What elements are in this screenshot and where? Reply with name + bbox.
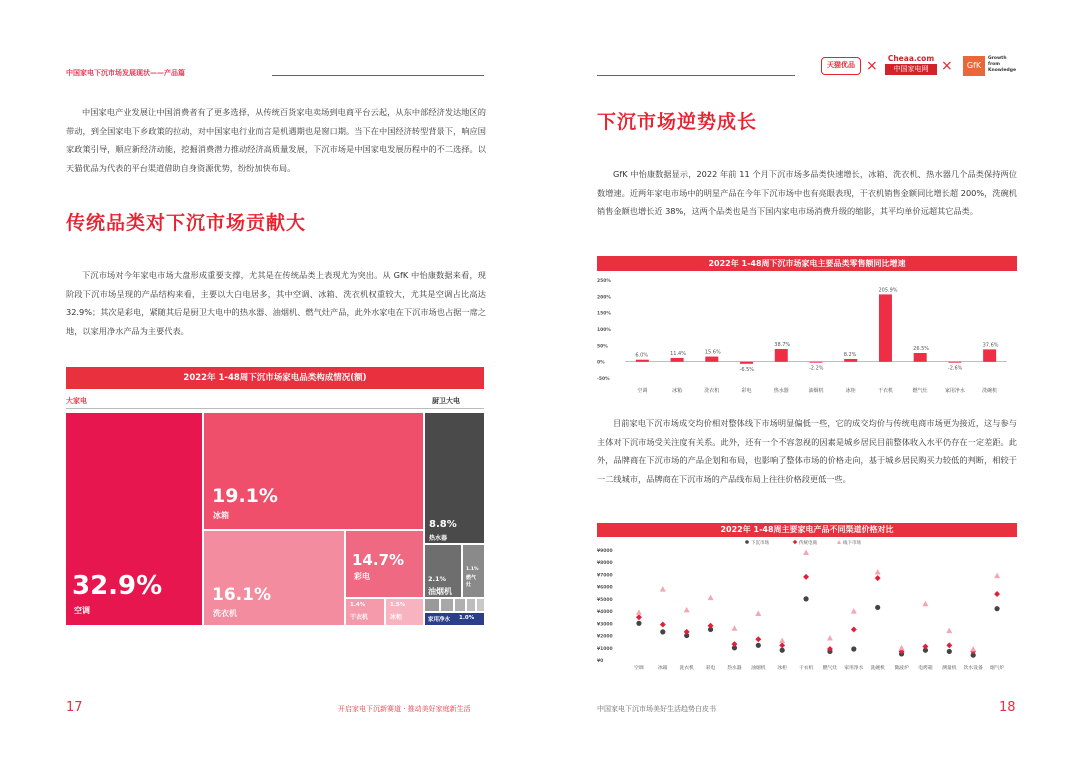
point-1-2 (684, 629, 690, 635)
point-1-7 (803, 574, 809, 580)
bar-4 (775, 349, 788, 362)
bar-value-label: -2.2% (809, 365, 824, 372)
price-category-label: 空调 (634, 666, 644, 671)
bar-value-label: 6.0% (635, 352, 649, 359)
treemap-group-left: 大家电 (66, 397, 87, 405)
point-1-1 (660, 622, 666, 628)
legend-label-1: 传统电商 (799, 541, 817, 546)
bar-7 (879, 294, 892, 361)
section-title-right: 下沉市场逆势成长 (597, 111, 758, 133)
bar-0 (636, 360, 649, 362)
point-1-9 (851, 626, 857, 632)
treemap-name-purifier: 家用净水 (428, 617, 451, 623)
legend-marker-0 (745, 540, 749, 544)
bar-value-label: 11.4% (670, 350, 686, 357)
treemap-name-ac: 空调 (74, 606, 90, 615)
point-1-4 (731, 641, 737, 647)
treemap-cell-fridge (204, 413, 423, 529)
price-ytick-label: ¥3000 (597, 622, 613, 628)
point-0-1 (660, 629, 665, 634)
price-category-label: 洗衣机 (679, 666, 694, 671)
point-2-13 (946, 628, 952, 634)
legend-marker-1 (793, 540, 798, 545)
point-1-10 (875, 575, 881, 581)
treemap-cell-heater (425, 413, 484, 543)
bar-category-label: 冰柜 (845, 388, 856, 394)
point-0-0 (636, 621, 641, 626)
bar-9 (948, 362, 961, 363)
bar-1 (671, 358, 684, 362)
point-2-4 (731, 625, 737, 631)
logo-gfk (963, 56, 985, 76)
treemap-cell-minor-3 (455, 599, 465, 611)
price-ytick-label: ¥1000 (597, 646, 613, 652)
price-category-label: 冰柜 (777, 666, 787, 671)
price-category-label: 干衣机 (798, 666, 814, 671)
legend-label-0: 下沉市场 (751, 541, 769, 546)
point-2-3 (708, 595, 714, 601)
bar-3 (740, 362, 753, 364)
point-2-1 (660, 586, 666, 592)
section-title-left: 传统品类对下沉市场贡献大 (66, 212, 307, 234)
bar-value-label: -6.5% (739, 366, 755, 373)
treemap-name-washer: 洗衣机 (213, 609, 237, 618)
treemap-cell-minor-2 (441, 599, 453, 611)
treemap-pct-heater: 8.8% (429, 519, 457, 530)
footer-text-right: 中国家电下沉市场美好生活趋势白皮书 (597, 705, 716, 713)
treemap-cell-hood (425, 545, 461, 597)
treemap-name-dryer: 干衣机 (350, 614, 369, 621)
treemap-name-hood: 油烟机 (428, 587, 452, 596)
footer-slogan: 开启家电下沉新赛道 · 推动美好家庭新生活 (338, 705, 471, 713)
legend-marker-2 (837, 540, 841, 544)
logo-gfk-tagline: Growth from Knowledge (988, 56, 1017, 73)
point-1-12 (922, 644, 928, 650)
logo-times-2: × (941, 58, 953, 74)
price-category-label: 热水器 (727, 666, 742, 671)
price-category-label: 烟气炉 (989, 666, 1005, 671)
paragraph-right-1: GfK 中怡康数据显示，2022 年前 11 个月下沉市场多品类快速增长，冰箱、洗衣机、热水器几个品类保持两位数增速。近两年家电市场中的明星产品在今年下沉市场中也有亮眼表现，干衣机销售金额同比增长超 200%，洗碗机销售金额也增长近 38%，这两个品类也是当下国内家电市场消费升级的缩影，其平均单价远超其它品类。 (597, 169, 1017, 216)
bar-ytick-label: 50% (597, 344, 608, 350)
point-2-14 (970, 646, 976, 652)
price-ytick-label: ¥9000 (597, 549, 613, 554)
bar-2 (705, 357, 718, 362)
treemap-cell-minor-1 (425, 599, 439, 611)
bar-category-label: 洗碗机 (982, 388, 998, 394)
bar-value-label: 205.9% (878, 287, 898, 294)
point-0-13 (947, 649, 952, 654)
point-2-11 (899, 645, 905, 651)
bar-ytick-label: 150% (597, 311, 611, 317)
price-ytick-label: ¥0 (597, 659, 604, 664)
treemap-title-banner (66, 367, 484, 389)
treemap (66, 413, 484, 625)
logo-times-1: × (866, 58, 878, 74)
treemap-pct-freezer: 1.5% (390, 602, 406, 608)
treemap-cell-minor-5 (477, 599, 484, 611)
price-chart-title: 2022年 1-48周主要家电产品不同渠道价格对比 (720, 525, 894, 534)
treemap-pct-ac: 32.9% (72, 571, 163, 601)
treemap-pct-dryer: 1.4% (350, 602, 366, 608)
header-tag: 中国家电下沉市场发展现状——产品篇 (66, 69, 185, 77)
point-2-12 (922, 601, 928, 607)
growth-bar-chart (597, 274, 1017, 400)
price-category-label: 冰箱 (658, 666, 668, 671)
treemap-cell-minor-4 (467, 599, 475, 611)
bar-category-label: 干衣机 (877, 388, 893, 394)
price-ytick-label: ¥6000 (597, 585, 613, 591)
bar-8 (914, 353, 927, 362)
price-category-label: 洗碗机 (870, 666, 885, 671)
bar-ytick-label: 100% (597, 328, 611, 333)
bar-ytick-label: 250% (597, 279, 611, 284)
treemap-cell-purifier (425, 613, 484, 625)
price-category-label: 彩电 (705, 666, 716, 671)
bar-category-label: 彩电 (741, 388, 752, 394)
legend-label-2: 线下市场 (843, 541, 861, 546)
point-2-15 (994, 573, 1000, 579)
point-1-15 (994, 591, 1000, 597)
bar-category-label: 油烟机 (808, 388, 824, 394)
treemap-title: 2022年 1-48周下沉市场家电品类构成情况(额) (183, 373, 367, 383)
treemap-pct-stove: 1.1% (466, 567, 479, 572)
treemap-cell-ac (66, 413, 202, 625)
bar-value-label: 38.7% (774, 342, 791, 349)
logo-tmall (821, 57, 861, 75)
bar-value-label: -2.6% (947, 365, 963, 372)
point-0-9 (851, 646, 856, 651)
bar-ytick-label: 0% (597, 360, 605, 366)
header-rule-right (597, 75, 795, 76)
point-0-6 (780, 648, 785, 653)
point-2-7 (803, 549, 809, 555)
bar-category-label: 热水器 (773, 388, 789, 394)
bar-10 (983, 349, 996, 361)
bar-chart-title-banner (597, 256, 1017, 271)
header-rule-left (272, 75, 484, 76)
price-scatter-chart (597, 538, 1017, 674)
logo-cheaa-top: Cheaa.com (887, 54, 935, 63)
bar-category-label: 家用净水 (944, 388, 965, 394)
body-paragraph-left: 下沉市场对今年家电市场大盘形成重要支撑，尤其是在传统品类上表现尤为突出。从 GfK 中怡康数据来看，现阶段下沉市场呈现的产品结构来看，主要以大白电居多，其中空调、冰箱、洗衣机权重较大，尤其是空调占比高达 32.9%；其次是彩电，紧随其后是厨卫大电中的热水器、油烟机、燃气灶产品，此外水家电在下沉市场也占据一席之地，以家用净水产品为主要代表。 (66, 270, 486, 336)
point-1-5 (755, 636, 761, 642)
treemap-name-stove: 燃气灶 (466, 575, 477, 588)
bar-ytick-label: 200% (597, 295, 611, 301)
price-ytick-label: ¥7000 (597, 573, 613, 579)
point-0-5 (756, 643, 761, 648)
treemap-cell-stove (463, 545, 484, 597)
treemap-pct-tv: 14.7% (352, 551, 405, 569)
price-category-label: 燃气灶 (822, 666, 838, 671)
bar-category-label: 洗衣机 (704, 388, 720, 394)
price-category-label: 测量机 (942, 666, 957, 671)
intro-paragraph: 中国家电产业发展让中国消费者有了更多选择，从传统百货家电卖场到电商平台云起，从东中部经济发达地区的带动，到全国家电下乡政策的拉动，对中国家电行业而言是机遇期也是窗口期。当下在中国经济转型背景下，响应国家政策引导，顺应新经济动能，挖掘消费潜力推动经济高质量发展，下沉市场是中国家电发展历程中的不二选择。以天猫优品为代表的平台渠道借助自身资源优势，纷纷加快布局。 (66, 107, 486, 173)
point-0-15 (994, 606, 999, 611)
bar-value-label: 26.5% (913, 346, 930, 353)
bar-value-label: 15.6% (704, 349, 721, 356)
treemap-group-rule (66, 408, 484, 409)
treemap-name-fridge: 冰箱 (213, 511, 229, 520)
bar-ytick-label: -50% (597, 377, 610, 382)
point-2-10 (875, 569, 881, 575)
treemap-pct-hood: 2.1% (428, 575, 447, 583)
point-2-6 (779, 637, 785, 643)
bar-category-label: 燃气灶 (912, 388, 928, 394)
page-number-right: 18 (999, 700, 1016, 715)
price-category-label: 油烟机 (751, 666, 766, 671)
point-2-9 (851, 608, 857, 614)
logo-cheaa-bottom: 中国家电网 (885, 64, 937, 75)
point-2-8 (827, 635, 833, 641)
bar-chart-title: 2022年 1-48周下沉市场家电主要品类零售额同比增速 (708, 259, 906, 268)
treemap-cell-dryer (346, 599, 384, 625)
point-1-13 (946, 642, 952, 648)
point-0-7 (803, 596, 808, 601)
treemap-cell-washer (204, 531, 344, 625)
treemap-cell-tv (346, 531, 423, 597)
bar-value-label: 8.2% (843, 351, 857, 358)
point-2-2 (684, 607, 690, 613)
price-ytick-label: ¥5000 (597, 597, 613, 603)
bar-category-label: 冰箱 (672, 388, 683, 394)
page-number-left: 17 (66, 700, 83, 715)
price-category-label: 微波炉 (894, 666, 909, 671)
price-category-label: 饮水设备 (963, 666, 983, 671)
logo-cheaa (885, 54, 937, 78)
logo-tmall-text: 天猫优品 (827, 61, 855, 69)
bar-value-label: 37.6% (982, 342, 999, 349)
price-category-label: 电烤箱 (918, 666, 933, 671)
treemap-name-heater: 热水器 (429, 535, 448, 542)
treemap-pct-fridge: 19.1% (212, 485, 278, 507)
price-ytick-label: ¥8000 (597, 561, 613, 567)
treemap-pct-washer: 16.1% (212, 585, 271, 605)
treemap-cell-freezer (386, 599, 423, 625)
bar-category-label: 空调 (637, 388, 648, 394)
point-0-10 (875, 605, 880, 610)
price-ytick-label: ¥2000 (597, 634, 613, 640)
point-2-0 (636, 609, 642, 615)
point-1-3 (708, 623, 714, 629)
price-ytick-label: ¥4000 (597, 610, 613, 616)
treemap-pct-purifier: 1.0% (459, 615, 475, 621)
treemap-name-tv: 彩电 (354, 572, 370, 581)
treemap-name-freezer: 冰柜 (390, 614, 403, 621)
point-2-5 (755, 611, 761, 617)
price-chart-title-banner (597, 523, 1017, 537)
point-1-6 (779, 642, 785, 648)
paragraph-right-2: 目前家电下沉市场成交均价相对整体线下市场明显偏低一些，它的成交均价与传统电商市场更为接近，这与参与主体对下沉市场受关注度有关系。此外，还有一个不容忽视的因素是城乡居民目前整体收入水平仍存在一定差距。此外，品牌商在下沉市场的产品企划和布局，也影响了整体市场的价格走向，基于城乡居民购买力较低的判断，相较于一二线城市，品牌商在下沉市场的产品线布局上往往价格段更低一些。 (597, 418, 1017, 484)
bar-6 (844, 359, 857, 362)
bar-5 (810, 362, 823, 363)
treemap-group-right: 厨卫大电 (432, 397, 460, 405)
point-1-0 (636, 614, 642, 620)
logo-gfk-text: GfK (966, 61, 982, 70)
price-category-label: 家用净水 (844, 666, 864, 671)
